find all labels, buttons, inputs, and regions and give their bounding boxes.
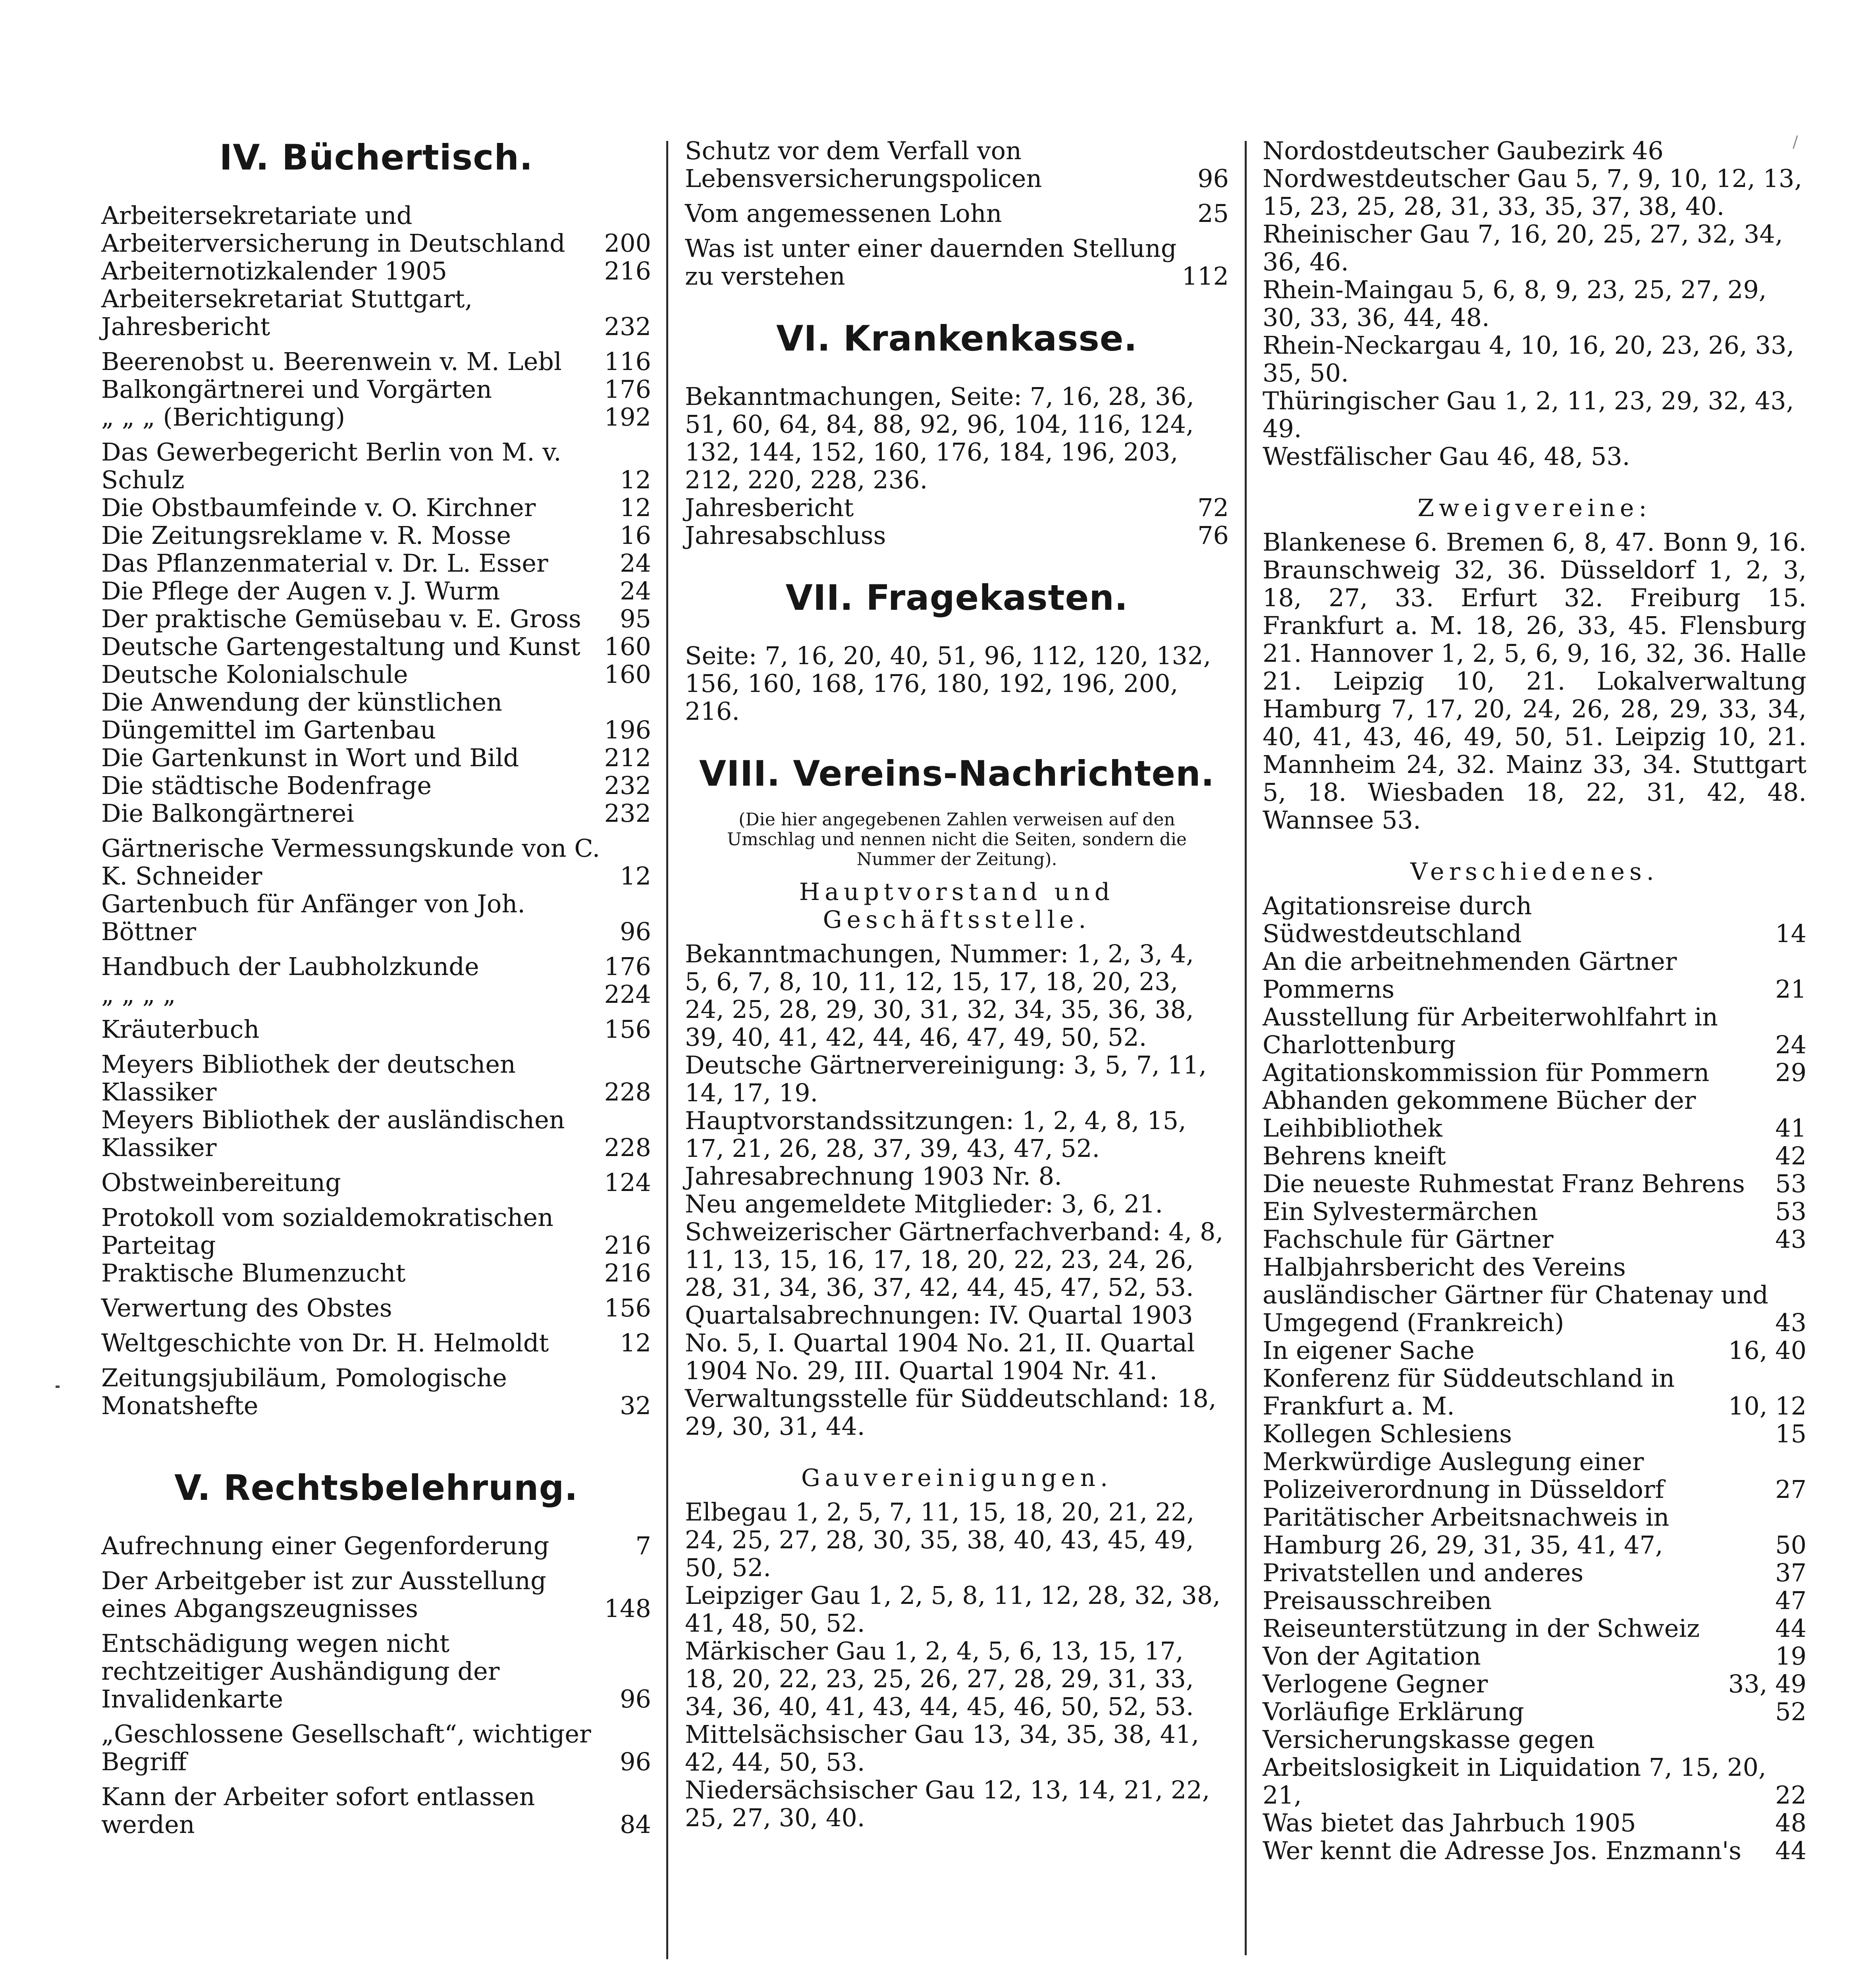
index-entry <box>101 202 651 257</box>
index-entry <box>685 1301 1229 1385</box>
entry-page: 224 <box>604 980 651 1009</box>
index-entry <box>1263 1142 1807 1170</box>
entry-page: 84 <box>620 1810 651 1839</box>
index-entry <box>1263 1337 1807 1364</box>
subheading-zweigvereine: Zweigvereine: <box>1417 494 1652 522</box>
entry-text: Hauptvorstandssitzungen: 1, 2, 4, 8, 15, 17, 21, 26, 28, 37, 39, 43, 47, 52. <box>685 1106 1186 1163</box>
entry-text: Ausstellung für Arbeiterwohlfahrt in Charlottenburg <box>1263 1002 1718 1059</box>
entry-text: Rheinischer Gau 7, 16, 20, 25, 27, 32, 34, 36, 46. <box>1263 220 1783 276</box>
entry-page: 96 <box>620 1684 651 1713</box>
entry-page: 29 <box>1775 1058 1807 1087</box>
entry-text: Agitationskommission für Pommern <box>1263 1058 1710 1087</box>
entry-page: 96 <box>620 917 651 946</box>
gauvereinigungen-list <box>685 1498 1229 1832</box>
entry-text: Verwertung des Obstes <box>101 1293 392 1322</box>
index-entry <box>685 1498 1229 1582</box>
index-entry <box>1263 276 1807 331</box>
entry-text: Jahresabrechnung 1903 Nr. 8. <box>685 1162 1062 1191</box>
entry-text: Meyers Bibliothek der ausländischen Klassiker <box>101 1105 565 1162</box>
entry-text: Zeitungsjubiläum, Pomologische Monatshefte <box>101 1363 507 1420</box>
entry-page: 32 <box>620 1391 651 1420</box>
index-entry <box>101 688 651 744</box>
index-entry <box>1263 1587 1807 1615</box>
index-entry <box>685 1190 1229 1218</box>
index-entry <box>1263 1559 1807 1587</box>
entry-page: 41 <box>1775 1114 1807 1143</box>
index-entry <box>101 890 651 946</box>
entry-page: 16, 40 <box>1728 1336 1807 1365</box>
index-entry <box>101 800 651 827</box>
entry-text: Reiseunterstützung in der Schweiz <box>1263 1614 1700 1643</box>
rechtsbelehrung-list <box>101 1532 651 1839</box>
index-entry <box>101 1050 651 1106</box>
entry-text: Der Arbeitgeber ist zur Ausstellung eines Abgangszeugnisses <box>101 1566 546 1623</box>
entry-page: 116 <box>604 347 651 376</box>
entry-text: Arbeitersekretariat Stuttgart, Jahresbericht <box>101 284 473 341</box>
entry-page: 12 <box>620 1328 651 1357</box>
entry-page: 160 <box>604 660 651 689</box>
index-entry <box>101 522 651 549</box>
entry-text: Nordwestdeutscher Gau 5, 7, 9, 10, 12, 13, 15, 23, 25, 28, 31, 33, 35, 37, 38, 40. <box>1263 164 1803 221</box>
entry-page: 37 <box>1775 1558 1807 1587</box>
column-2 <box>685 137 1229 1832</box>
entry-page: 53 <box>1775 1169 1807 1198</box>
index-entry <box>101 577 651 605</box>
entry-text: Das Gewerbegericht Berlin von M. v. Schulz <box>101 437 561 494</box>
entry-page: 44 <box>1775 1836 1807 1865</box>
section-heading-fragekasten: VII. Fragekasten. <box>785 577 1128 618</box>
index-entry <box>101 633 651 661</box>
entry-text: Schweizerischer Gärtnerfachverband: 4, 8, 11, 13, 15, 16, 17, 18, 20, 22, 23, 24, 26, 28, 31, 34, 36, 37, 42, 44, 45, 47, 52, 53. <box>685 1217 1224 1302</box>
index-entry <box>101 1783 651 1839</box>
index-entry <box>1263 1809 1807 1837</box>
entry-page: 21 <box>1775 975 1807 1004</box>
entry-page: 27 <box>1775 1475 1807 1504</box>
entry-text: Meyers Bibliothek der deutschen Klassiker <box>101 1050 516 1106</box>
index-entry <box>1263 1003 1807 1059</box>
index-entry <box>101 1720 651 1776</box>
entry-text: Wer kennt die Adresse Jos. Enzmann's <box>1263 1836 1741 1865</box>
entry-page: 156 <box>604 1015 651 1044</box>
index-entry <box>685 235 1229 290</box>
entry-text: Jahresbericht <box>685 493 854 522</box>
entry-text: Protokoll vom sozialdemokratischen Parteitag <box>101 1203 553 1260</box>
entry-page: 232 <box>604 799 651 828</box>
entry-page: 176 <box>604 375 651 404</box>
entry-text: Bekanntmachungen, Seite: 7, 16, 28, 36, 51, 60, 64, 84, 88, 92, 96, 104, 116, 124, 132, 144, 152, 160, 176, 184, 196, 203, 212, 220, 228, 236. <box>685 382 1194 494</box>
subheading-gauvereinigungen: Gauvereinigungen. <box>801 1464 1113 1492</box>
entry-text: Obstweinbereitung <box>101 1168 341 1197</box>
index-entry <box>685 383 1229 494</box>
index-entry <box>101 981 651 1008</box>
index-entry <box>1263 165 1807 220</box>
hauptvorstand-list <box>685 940 1229 1440</box>
entry-page: 216 <box>604 256 651 285</box>
index-entry <box>101 1169 651 1197</box>
entry-text: Quartalsabrechnungen: IV. Quartal 1903 No. 5, I. Quartal 1904 No. 21, II. Quartal 1904 No. 29, III. Quartal 1904 Nr. 41. <box>685 1301 1195 1385</box>
entry-text: Jahresabschluss <box>685 521 886 550</box>
entry-text: Handbuch der Laubholzkunde <box>101 952 479 981</box>
entry-text: „Geschlossene Gesellschaft“, wichtiger Begriff <box>101 1719 591 1776</box>
index-entry <box>101 1532 651 1560</box>
entry-text: Westfälischer Gau 46, 48, 53. <box>1263 442 1630 471</box>
entry-text: Was ist unter einer dauernden Stellung zu verstehen <box>685 234 1177 291</box>
entry-text: Preisausschreiben <box>1263 1586 1492 1615</box>
entry-text: In eigener Sache <box>1263 1336 1475 1365</box>
entry-text: Fachschule für Gärtner <box>1263 1225 1554 1254</box>
entry-text: Konferenz für Süddeutschland in Frankfurt a. M. <box>1263 1364 1675 1420</box>
index-entry <box>685 1051 1229 1107</box>
entry-page: 96 <box>620 1747 651 1776</box>
buechertisch-list <box>101 202 651 1420</box>
index-entry <box>1263 1226 1807 1253</box>
entry-text: Kann der Arbeiter sofort entlassen werden <box>101 1782 535 1839</box>
index-entry <box>1263 220 1807 276</box>
entry-page: 10, 12 <box>1728 1391 1807 1420</box>
rechtsbelehrung-cont-list <box>685 137 1229 290</box>
entry-page: 22 <box>1775 1781 1807 1810</box>
index-entry <box>101 1364 651 1420</box>
entry-page: 232 <box>604 771 651 800</box>
entry-text: Aufrechnung einer Gegenforderung <box>101 1531 549 1560</box>
column-1 <box>101 137 651 1839</box>
entry-page: 12 <box>620 493 651 522</box>
entry-page: 156 <box>604 1293 651 1322</box>
entry-page: 12 <box>620 861 651 890</box>
entry-text: Weltgeschichte von Dr. H. Helmoldt <box>101 1328 549 1357</box>
entry-text: Paritätischer Arbeitsnachweis in Hamburg 26, 29, 31, 35, 41, 47, <box>1263 1503 1670 1559</box>
index-entry <box>1263 1170 1807 1198</box>
index-entry <box>685 200 1229 227</box>
entry-page: 43 <box>1775 1308 1807 1337</box>
entry-text: Niedersächsischer Gau 12, 13, 14, 21, 22, 25, 27, 30, 40. <box>685 1775 1210 1832</box>
entry-text: Kollegen Schlesiens <box>1263 1419 1512 1448</box>
entry-text: Das Pflanzenmaterial v. Dr. L. Esser <box>101 549 548 578</box>
index-entry <box>685 1637 1229 1721</box>
entry-text: Ein Sylvestermärchen <box>1263 1197 1538 1226</box>
entry-page: 24 <box>620 549 651 578</box>
section-heading-vereins-nachrichten: VIII. Vereins-Nachrichten. <box>699 753 1215 794</box>
entry-text: Bekanntmachungen, Nummer: 1, 2, 3, 4, 5, 6, 7, 8, 10, 11, 12, 15, 17, 18, 20, 23, 24, 25, 28, 29, 30, 31, 32, 34, 35, 36, 38, 39, 40, 41, 42, 44, 46, 47, 49, 50, 52. <box>685 939 1194 1052</box>
entry-page: 76 <box>1197 521 1229 550</box>
index-entry <box>685 1721 1229 1776</box>
entry-text: Beerenobst u. Beerenwein v. M. Lebl <box>101 347 562 376</box>
entry-text: Die Obstbaumfeinde v. O. Kirchner <box>101 493 536 522</box>
index-entry <box>685 1218 1229 1301</box>
margin-dot <box>56 1386 60 1388</box>
entry-text: Agitationsreise durch Südwestdeutschland <box>1263 891 1532 948</box>
entry-text: Deutsche Gärtnervereinigung: 3, 5, 7, 11, 14, 17, 19. <box>685 1050 1207 1107</box>
index-entry <box>101 605 651 633</box>
entry-page: 33, 49 <box>1728 1669 1807 1698</box>
entry-text: Leipziger Gau 1, 2, 5, 8, 11, 12, 28, 32, 38, 41, 48, 50, 52. <box>685 1581 1221 1638</box>
index-entry <box>101 953 651 981</box>
entry-text: Arbeiternotizkalender 1905 <box>101 256 447 285</box>
column-3 <box>1263 137 1807 1865</box>
section-heading-krankenkasse: VI. Krankenkasse. <box>776 318 1138 359</box>
entry-text: Thüringischer Gau 1, 2, 11, 23, 29, 32, 43, 49. <box>1263 386 1794 443</box>
entry-text: Deutsche Gartengestaltung und Kunst <box>101 632 580 661</box>
index-entry <box>101 285 651 341</box>
entry-text: Versicherungskasse gegen Arbeitslosigkeit in Liquidation 7, 15, 20, 21, <box>1263 1725 1766 1810</box>
entry-text: Behrens kneift <box>1263 1141 1446 1170</box>
entry-text: Privatstellen und anderes <box>1263 1558 1584 1587</box>
index-entry <box>101 438 651 494</box>
entry-text: Der praktische Gemüsebau v. E. Gross <box>101 604 581 633</box>
entry-page: 176 <box>604 952 651 981</box>
section-heading-rechtsbelehrung: V. Rechtsbelehrung. <box>174 1467 578 1508</box>
index-entry <box>101 834 651 890</box>
entry-page: 124 <box>604 1168 651 1197</box>
index-entry <box>101 1294 651 1322</box>
entry-text: Die Zeitungsreklame v. R. Mosse <box>101 521 511 550</box>
entry-text: Abhanden gekommene Bücher der Leihbibliothek <box>1263 1086 1696 1143</box>
index-entry <box>101 494 651 522</box>
index-entry <box>685 137 1229 193</box>
entry-text: Die städtische Bodenfrage <box>101 771 432 800</box>
entry-text: Nordostdeutscher Gaubezirk 46 <box>1263 136 1664 165</box>
entry-page: 47 <box>1775 1586 1807 1615</box>
index-entry <box>1263 1726 1807 1809</box>
entry-text: Merkwürdige Auslegung einer Polizeiverordnung in Düsseldorf <box>1263 1447 1664 1504</box>
entry-page: 212 <box>604 743 651 772</box>
index-entry <box>1263 892 1807 948</box>
index-entry <box>685 1162 1229 1190</box>
entry-text: Kräuterbuch <box>101 1015 260 1044</box>
index-entry <box>1263 1642 1807 1670</box>
entry-text: Vom angemessenen Lohn <box>685 199 1002 228</box>
entry-text: Die neueste Ruhmestat Franz Behrens <box>1263 1169 1745 1198</box>
entry-page: 112 <box>1182 262 1229 291</box>
gauvereinigungen-cont-list <box>1263 137 1807 470</box>
index-entry <box>101 403 651 431</box>
entry-page: 192 <box>604 403 651 432</box>
entry-page: 216 <box>604 1231 651 1260</box>
entry-page: 148 <box>604 1594 651 1623</box>
entry-text: Verlogene Gegner <box>1263 1669 1488 1698</box>
entry-page: 96 <box>1197 164 1229 193</box>
index-entry <box>1263 1837 1807 1865</box>
index-entry <box>685 1582 1229 1637</box>
entry-text: „ „ „ „ <box>101 980 176 1009</box>
entry-page: 43 <box>1775 1225 1807 1254</box>
index-entry <box>101 1204 651 1259</box>
entry-page: 48 <box>1775 1808 1807 1837</box>
entry-text: Halbjahrsbericht des Vereins ausländischer Gärtner für Chatenay und Umgegend (Frankreich) <box>1263 1253 1768 1337</box>
entry-text: Deutsche Kolonialschule <box>101 660 408 689</box>
entry-page: 42 <box>1775 1141 1807 1170</box>
entry-text: Arbeitersekretariate und Arbeiterversicherung in Deutschland <box>101 201 565 258</box>
index-entry <box>101 1259 651 1287</box>
entry-page: 228 <box>604 1077 651 1106</box>
index-entry <box>1263 331 1807 387</box>
index-entry <box>1263 387 1807 443</box>
zweigvereine-text: Blankenese 6. Bremen 6, 8, 47. Bonn 9, 16. Braunschweig 32, 36. Düsseldorf 1, 2, 3, 18, 27, 33. Erfurt 32. Freiburg 15. Frankfurt a. M. 18, 26, 33, 45. Flensburg 21. Hannover 1, 2, 5, 6, 9, 16, 32, 36. Halle 21. Leipzig 10, 21. Lokalverwaltung Hamburg 7, 17, 20, 24, 26, 28, 29, 33, 34, 40, 41, 43, 46, 49, 50, 51. Leipzig 10, 21. Mannheim 24, 32. Mainz 33, 34. Stuttgart 5, 18. Wiesbaden 18, 22, 31, 42, 48. Wannsee 53. <box>1263 528 1807 834</box>
entry-page: 160 <box>604 632 651 661</box>
index-entry <box>101 257 651 285</box>
index-entry <box>101 1329 651 1357</box>
entry-page: 14 <box>1775 919 1807 948</box>
entry-page: 44 <box>1775 1614 1807 1643</box>
entry-page: 196 <box>604 715 651 744</box>
index-entry <box>101 1630 651 1713</box>
entry-page: 25 <box>1197 199 1229 228</box>
entry-page: 16 <box>620 521 651 550</box>
index-entry <box>685 940 1229 1051</box>
entry-text: Neu angemeldete Mitglieder: 3, 6, 21. <box>685 1189 1163 1218</box>
entry-page: 53 <box>1775 1197 1807 1226</box>
entry-page: 15 <box>1775 1419 1807 1448</box>
entry-page: 200 <box>604 229 651 258</box>
entry-text: An die arbeitnehmenden Gärtner Pommerns <box>1263 947 1677 1004</box>
index-entry <box>101 772 651 800</box>
entry-page: 7 <box>635 1531 651 1560</box>
entry-text: Rhein-Neckargau 4, 10, 16, 20, 23, 26, 33, 35, 50. <box>1263 331 1795 387</box>
entry-text: „ „ „ (Berichtigung) <box>101 403 345 432</box>
index-entry <box>1263 1087 1807 1142</box>
column-rule-right <box>1245 141 1247 1955</box>
index-entry <box>1263 137 1807 165</box>
index-entry <box>101 1567 651 1623</box>
entry-text: Die Balkongärtnerei <box>101 799 355 828</box>
index-entry <box>1263 1364 1807 1420</box>
index-entry <box>101 661 651 688</box>
index-entry <box>101 1106 651 1162</box>
entry-text: Rhein-Maingau 5, 6, 8, 9, 23, 25, 27, 29, 30, 33, 36, 44, 48. <box>1263 275 1767 332</box>
entry-text: Die Gartenkunst in Wort und Bild <box>101 743 519 772</box>
entry-text: Gärtnerische Vermessungskunde von C. K. Schneider <box>101 834 600 890</box>
entry-text: Schutz vor dem Verfall von Lebensversicherungspolicen <box>685 136 1042 193</box>
entry-page: 19 <box>1775 1642 1807 1671</box>
entry-page: 24 <box>1775 1030 1807 1059</box>
index-entry <box>685 1107 1229 1162</box>
index-entry <box>1263 948 1807 1003</box>
subheading-hauptvorstand: Hauptvorstand und Geschäftsstelle. <box>799 878 1115 934</box>
entry-text: Vorläufige Erklärung <box>1263 1697 1524 1726</box>
entry-text: Von der Agitation <box>1263 1642 1481 1671</box>
index-entry <box>101 348 651 376</box>
entry-page: 12 <box>620 465 651 494</box>
page-corner-mark: / <box>1793 133 1798 151</box>
entry-text: Die Anwendung der künstlichen Düngemittel im Gartenbau <box>101 688 503 744</box>
entry-text: Elbegau 1, 2, 5, 7, 11, 15, 18, 20, 21, 22, 24, 25, 27, 28, 30, 35, 38, 40, 43, 45, 49, 50, 52. <box>685 1497 1195 1582</box>
index-entry <box>685 494 1229 522</box>
entry-text: Gartenbuch für Anfänger von Joh. Böttner <box>101 889 525 946</box>
index-entry <box>101 744 651 772</box>
index-entry <box>685 1776 1229 1832</box>
index-entry <box>1263 443 1807 470</box>
entry-page: 95 <box>620 604 651 633</box>
entry-text: Balkongärtnerei und Vorgärten <box>101 375 492 404</box>
column-rule-left <box>666 141 668 1959</box>
krankenkasse-list <box>685 383 1229 549</box>
index-entry <box>1263 1698 1807 1726</box>
index-entry <box>1263 1420 1807 1448</box>
entry-page: 228 <box>604 1133 651 1162</box>
verschiedenes-list <box>1263 892 1807 1865</box>
entry-text: Verwaltungsstelle für Süddeutschland: 18, 29, 30, 31, 44. <box>685 1384 1217 1441</box>
entry-text: Entschädigung wegen nicht rechtzeitiger Aushändigung der Invalidenkarte <box>101 1629 500 1713</box>
index-entry <box>685 1385 1229 1440</box>
entry-text: Märkischer Gau 1, 2, 4, 5, 6, 13, 15, 17, 18, 20, 22, 23, 25, 26, 27, 28, 29, 31, 33, 34, 36, 40, 41, 43, 44, 45, 46, 50, 52, 53. <box>685 1636 1194 1721</box>
index-entry <box>101 549 651 577</box>
entry-text: Was bietet das Jahrbuch 1905 <box>1263 1808 1636 1837</box>
index-entry <box>1263 1670 1807 1698</box>
index-entry <box>101 1016 651 1043</box>
fragekasten-text: Seite: 7, 16, 20, 40, 51, 96, 112, 120, 132, 156, 160, 168, 176, 180, 192, 196, 200, 216. <box>685 641 1211 726</box>
index-entry <box>1263 1503 1807 1559</box>
entry-page: 232 <box>604 312 651 341</box>
entry-text: Die Pflege der Augen v. J. Wurm <box>101 576 500 605</box>
index-entry <box>1263 1615 1807 1642</box>
subheading-verschiedenes: Verschiedenes. <box>1410 858 1659 886</box>
index-entry <box>1263 1448 1807 1503</box>
entry-page: 72 <box>1197 493 1229 522</box>
entry-page: 50 <box>1775 1530 1807 1559</box>
vereins-nachrichten-note: (Die hier angegebenen Zahlen verweisen auf den Umschlag und nennen nicht die Seiten, sondern die Nummer der Zeitung). <box>727 809 1187 869</box>
index-entry <box>685 522 1229 549</box>
index-entry <box>101 376 651 403</box>
index-entry <box>1263 1198 1807 1226</box>
entry-page: 52 <box>1775 1697 1807 1726</box>
entry-page: 216 <box>604 1258 651 1287</box>
entry-page: 24 <box>620 576 651 605</box>
index-entry <box>1263 1253 1807 1337</box>
index-entry <box>1263 1059 1807 1087</box>
section-heading-buechertisch: IV. Büchertisch. <box>219 137 533 178</box>
entry-text: Mittelsächsischer Gau 13, 34, 35, 38, 41, 42, 44, 50, 53. <box>685 1720 1199 1777</box>
entry-text: Praktische Blumenzucht <box>101 1258 406 1287</box>
